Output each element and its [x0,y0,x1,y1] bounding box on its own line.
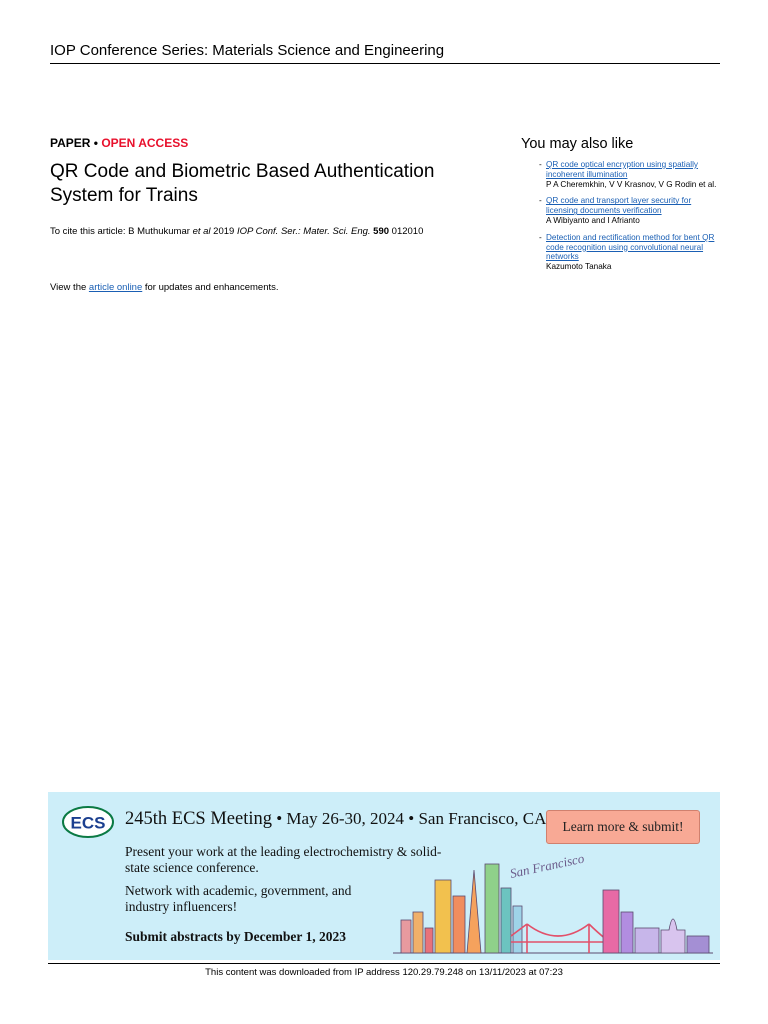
ecs-meeting-banner[interactable] [48,792,720,960]
related-item [521,196,721,225]
related-heading: You may also like [521,136,634,152]
article-online-link[interactable]: article online [88,282,143,293]
related-item [521,233,721,272]
footer-divider [48,963,720,964]
view-suffix: for updates and enhancements. [142,282,279,293]
cite-year: 2019 [210,226,237,237]
bullet-dash: - [539,196,542,206]
related-item-link[interactable]: QR code optical encryption using spatially incoherent illumination [546,160,699,179]
meeting-details: • May 26-30, 2024 • San Francisco, CA [271,809,547,828]
paper-type-label [50,136,188,150]
related-item [521,160,721,189]
open-access-label: OPEN ACCESS [101,136,189,150]
related-item-authors: Kazumoto Tanaka [546,262,612,272]
label-separator: • [90,136,102,150]
paper-type: PAPER [50,136,91,150]
cite-etal: et al [192,226,211,237]
citation [50,226,423,237]
bullet-dash: - [539,160,542,169]
cite-journal: IOP Conf. Ser.: Mater. Sci. Eng. [236,226,371,237]
view-prefix: View the [50,282,89,293]
ecs-logo [62,806,114,838]
san-francisco-script: San Francisco [508,850,586,881]
abstract-deadline: Submit abstracts by December 1, 2023 [125,929,346,944]
journal-name: IOP Conference Series: Materials Science and Engineering [50,42,720,64]
cite-prefix: To cite this article: B Muthukumar [50,226,193,237]
download-notice: This content was downloaded from IP address 120.29.79.248 on 13/11/2023 at 07:23 [205,967,563,978]
view-online-line [50,282,279,293]
ecs-logo-text: ECS [70,813,106,833]
meeting-name: 245th ECS Meeting [125,809,272,829]
related-item-link[interactable]: QR code and transport layer security for licensing documents verification [546,196,692,216]
related-articles [521,136,721,279]
related-item-authors: A Wibiyanto and I Afrianto [546,215,640,225]
meeting-headline [125,809,546,830]
related-item-link[interactable]: Detection and rectification method for bent QR code recognition using convolutional neural networks [546,232,715,262]
bullet-dash: - [539,232,542,242]
san-francisco-skyline-illustration [393,850,713,960]
related-item-authors: P A Cheremkhin, V V Krasnov, V G Rodin et al. [546,179,717,189]
banner-line-network: Network with academic, government, and industry influencers! [125,883,352,914]
learn-more-button[interactable]: Learn more & submit! [546,810,700,844]
paper-title: QR Code and Biometric Based Authentication System for Trains [50,161,435,206]
cite-article: 012010 [389,226,424,237]
cite-volume: 590 [373,226,390,237]
banner-line-present: Present your work at the leading electrochemistry & solid-state science conference. [125,844,442,875]
